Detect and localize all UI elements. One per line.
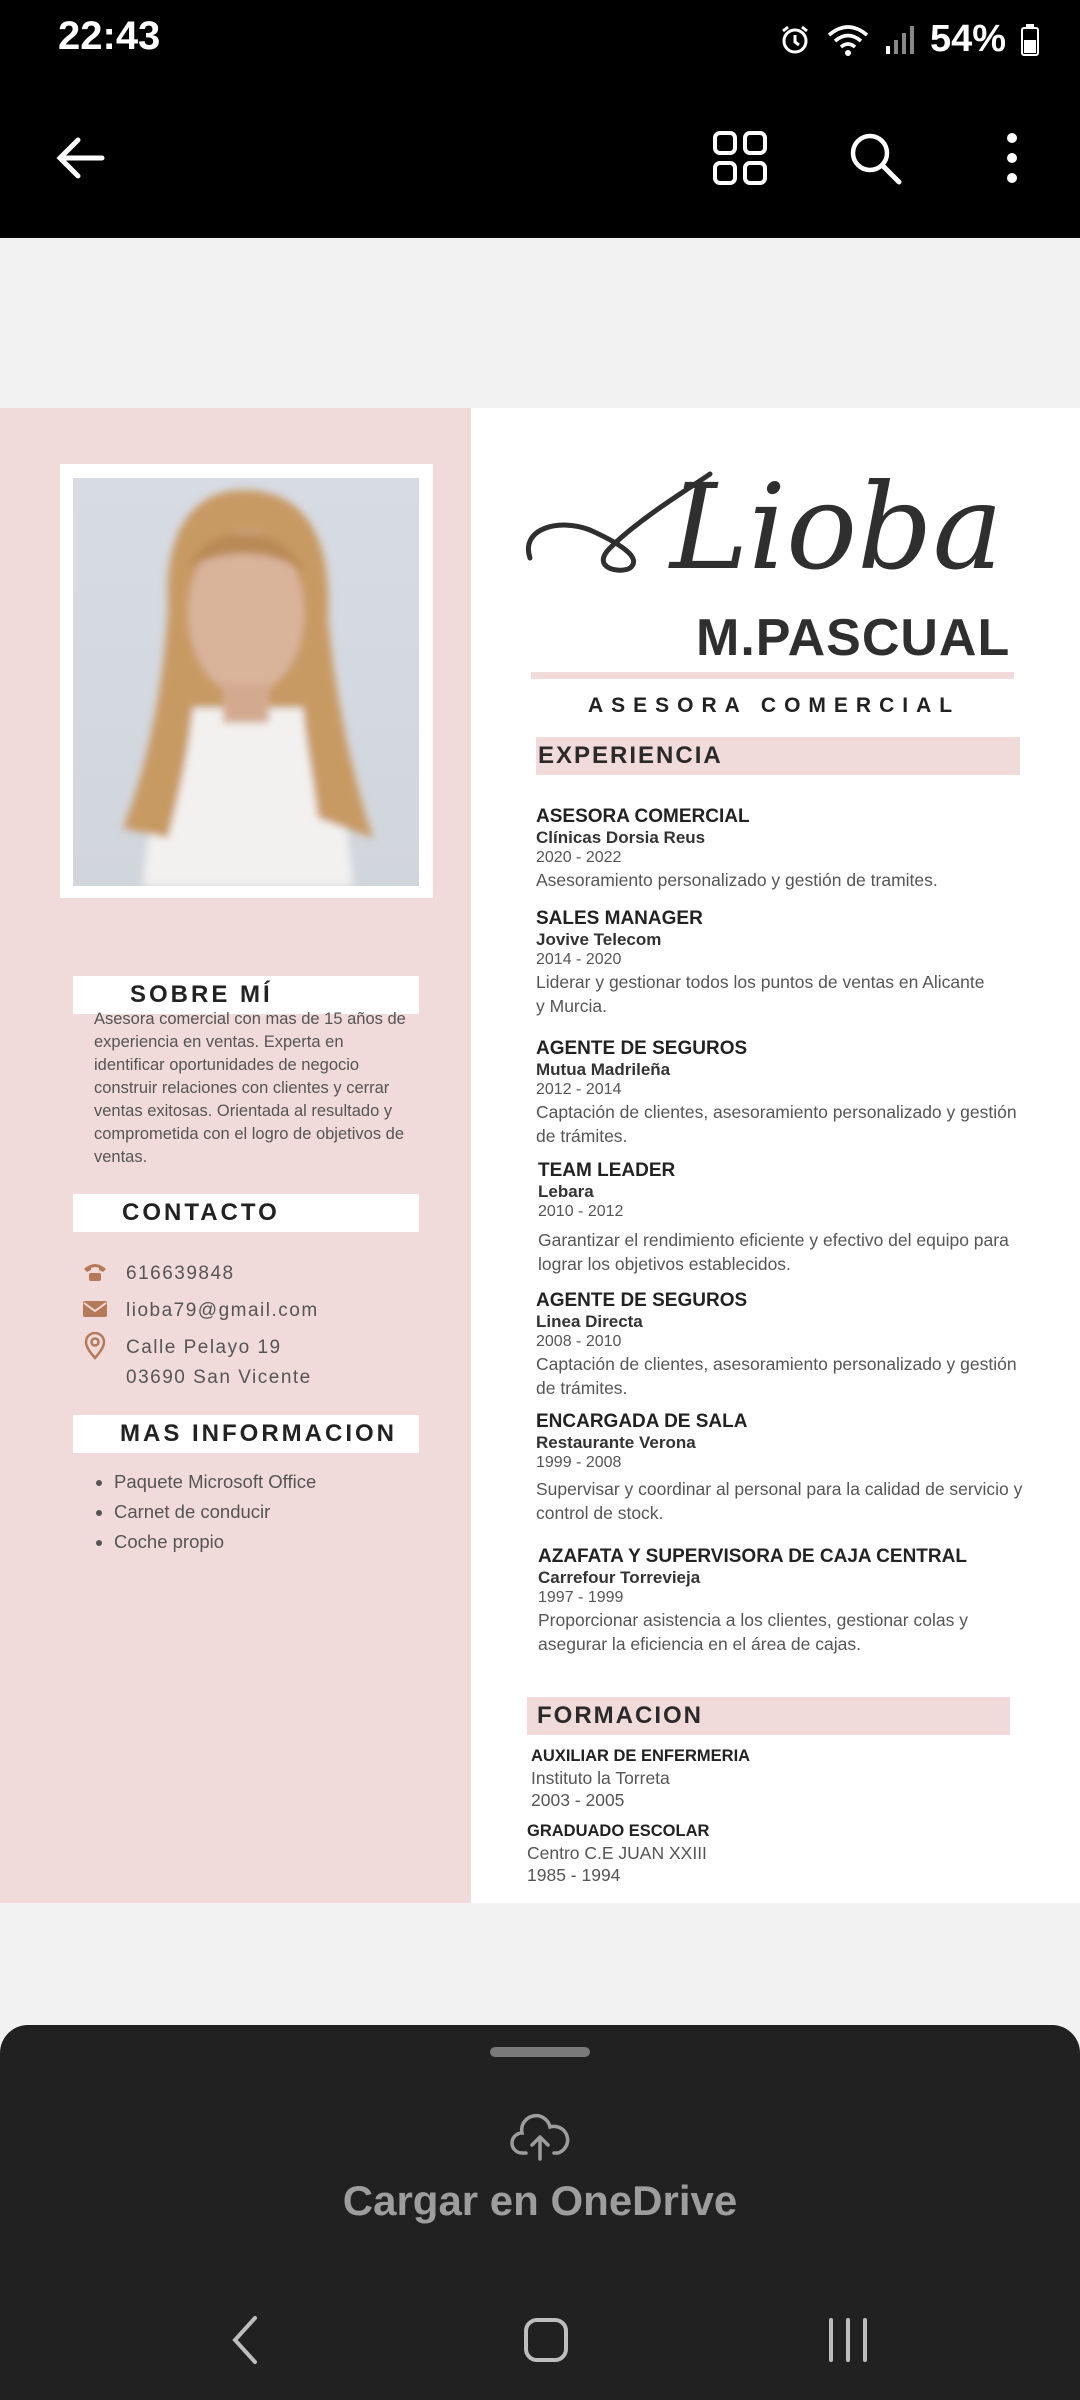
role-title: ASESORA COMERCIAL — [588, 694, 961, 717]
contact-address-row — [82, 1333, 312, 1393]
more-info-list — [90, 1467, 316, 1557]
job-description: Captación de clientes, asesoramiento personalizado y gestión de trámites. — [536, 1354, 1017, 1398]
battery-icon — [1020, 23, 1040, 57]
system-nav-bar — [0, 2280, 1080, 2400]
contact-address-line1: Calle Pelayo 19 — [126, 1337, 282, 1358]
education-period: 2003 - 2005 — [531, 1790, 625, 1810]
job-description: Proporcionar asistencia a los clientes, gestionar colas y asegurar la eficiencia en el área de cajas. — [538, 1610, 968, 1654]
cloud-upload-icon — [510, 2113, 570, 2163]
job-period: 1997 - 1999 — [538, 1589, 624, 1606]
job-company: Carrefour Torrevieja — [538, 1568, 701, 1587]
chevron-left-icon — [230, 2315, 260, 2365]
upload-onedrive-button[interactable]: Cargar en OneDrive — [342, 2177, 738, 2224]
job-entry — [536, 1290, 1036, 1400]
education-school: Instituto la Torreta — [531, 1768, 670, 1788]
more-vertical-icon — [1002, 132, 1022, 184]
education-heading-box — [527, 1697, 1010, 1735]
status-icons — [778, 18, 1040, 61]
app-toolbar — [0, 78, 1080, 238]
more-info-heading: MAS INFORMACION — [120, 1420, 397, 1447]
contact-email-row — [82, 1296, 319, 1326]
job-entry — [536, 1411, 1036, 1525]
job-company: Mutua Madrileña — [536, 1060, 671, 1079]
about-heading: SOBRE MÍ — [130, 981, 273, 1008]
job-entry — [538, 1160, 1038, 1276]
job-title: AGENTE DE SEGUROS — [536, 1038, 748, 1059]
portrait-illustration — [73, 478, 419, 886]
experience-heading: EXPERIENCIA — [538, 742, 723, 769]
education-title: AUXILIAR DE ENFERMERIA — [531, 1747, 751, 1765]
contact-address-line2: 03690 San Vicente — [126, 1367, 312, 1388]
first-name: Lioba — [670, 468, 1004, 578]
profile-photo — [73, 478, 419, 886]
job-description: Captación de clientes, asesoramiento personalizado y gestión de trámites. — [536, 1102, 1017, 1146]
job-company: Jovive Telecom — [536, 930, 662, 949]
status-time: 22:43 — [58, 14, 161, 58]
job-company: Linea Directa — [536, 1312, 643, 1331]
job-title: AZAFATA Y SUPERVISORA DE CAJA CENTRAL — [538, 1546, 967, 1567]
nav-back-button[interactable] — [205, 2310, 285, 2370]
document-viewer[interactable] — [0, 238, 1080, 2028]
job-title: ASESORA COMERCIAL — [536, 806, 750, 827]
education-school: Centro C.E JUAN XXIII — [527, 1843, 707, 1863]
search-button[interactable] — [840, 123, 910, 193]
search-icon — [847, 130, 903, 186]
job-title: SALES MANAGER — [536, 908, 703, 929]
job-description: Liderar y gestionar todos los puntos de ventas en Alicante y Murcia. — [536, 972, 985, 1016]
contact-heading: CONTACTO — [122, 1199, 280, 1226]
location-pin-icon — [82, 1333, 108, 1359]
signal-icon — [884, 24, 916, 56]
resume-sidebar — [0, 408, 471, 1903]
about-text: Asesora comercial con mas de 15 años de experiencia en ventas. Experta en identificar oportunidades de negocio construir relaciones con clientes y cerrar ventas exitosas. Orientada al resultado y comprometida con el logro de objetivos de ventas. — [94, 1010, 406, 1166]
job-period: 2010 - 2012 — [538, 1203, 624, 1220]
list-item: • Carnet de conducir — [114, 1497, 316, 1527]
job-company: Restaurante Verona — [536, 1433, 696, 1452]
job-period: 2008 - 2010 — [536, 1333, 622, 1350]
job-period: 2014 - 2020 — [536, 951, 622, 968]
arrow-left-icon — [54, 132, 106, 184]
job-description: Asesoramiento personalizado y gestión de tramites. — [536, 870, 938, 890]
nav-home-button[interactable] — [506, 2310, 586, 2370]
wifi-icon — [826, 23, 870, 57]
more-info-heading-box — [73, 1415, 419, 1453]
contact-phone-row — [82, 1259, 235, 1289]
job-period: 2012 - 2014 — [536, 1081, 622, 1098]
education-entry — [531, 1745, 750, 1811]
contact-phone[interactable]: 616639848 — [126, 1263, 235, 1284]
battery-percent: 54% — [929, 18, 1006, 60]
experience-heading-box — [536, 737, 1020, 775]
job-description: Supervisar y coordinar al personal para la calidad de servicio y control de stock. — [536, 1479, 1023, 1523]
job-title: TEAM LEADER — [538, 1160, 676, 1181]
list-item: • Paquete Microsoft Office — [114, 1467, 316, 1497]
contact-email[interactable]: lioba79@gmail.com — [126, 1300, 319, 1321]
job-company: Lebara — [538, 1182, 594, 1201]
grid-icon — [712, 130, 768, 186]
resume-page — [0, 408, 1080, 1903]
first-name-script — [520, 468, 1020, 578]
status-bar — [0, 0, 1080, 78]
mail-icon — [82, 1296, 108, 1322]
name-underline — [531, 672, 1014, 679]
phone-icon — [82, 1259, 108, 1285]
job-title: AGENTE DE SEGUROS — [536, 1290, 748, 1311]
alarm-icon — [778, 23, 812, 57]
job-period: 2020 - 2022 — [536, 849, 622, 866]
sheet-drag-handle[interactable] — [490, 2047, 590, 2057]
list-item: • Coche propio — [114, 1527, 316, 1557]
job-company: Clínicas Dorsia Reus — [536, 828, 706, 847]
last-name: M.PASCUAL — [696, 609, 1011, 667]
job-title: ENCARGADA DE SALA — [536, 1411, 748, 1432]
job-entry — [536, 806, 1036, 892]
home-square-icon — [523, 2317, 569, 2363]
job-description: Garantizar el rendimiento eficiente y efectivo del equipo para lograr los objetivos establecidos. — [538, 1230, 1009, 1274]
education-heading: FORMACION — [537, 1702, 703, 1729]
job-entry — [538, 1546, 1018, 1656]
job-entry — [536, 1038, 1036, 1148]
job-entry — [536, 908, 1036, 1018]
recents-icon — [825, 2317, 871, 2363]
profile-photo-frame — [60, 464, 433, 898]
nav-recents-button[interactable] — [808, 2310, 888, 2370]
contact-heading-box — [73, 1194, 419, 1232]
more-options-button[interactable] — [977, 123, 1047, 193]
job-period: 1999 - 2008 — [536, 1454, 622, 1471]
grid-view-button[interactable] — [705, 123, 775, 193]
education-entry — [527, 1820, 709, 1886]
education-title: GRADUADO ESCOLAR — [527, 1822, 710, 1840]
back-button[interactable] — [45, 123, 115, 193]
education-period: 1985 - 1994 — [527, 1865, 621, 1885]
